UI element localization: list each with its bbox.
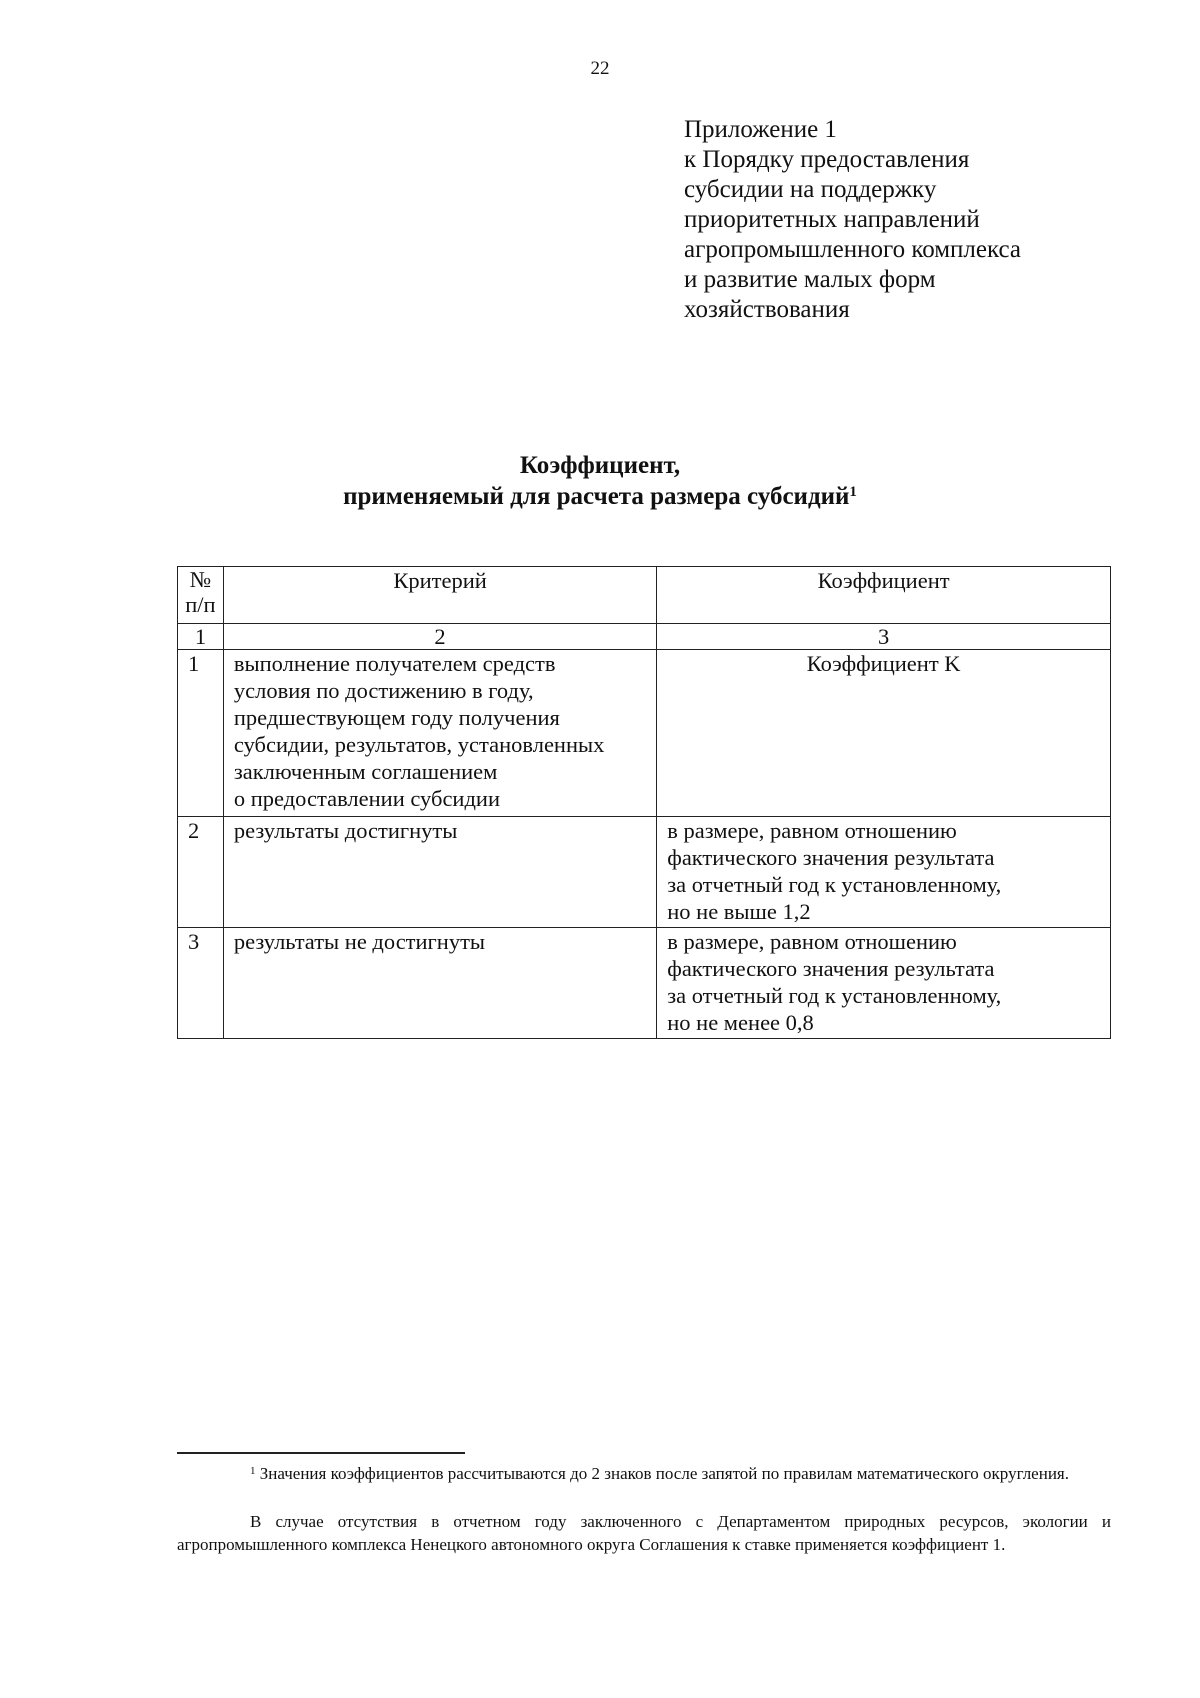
title-footnote-mark: 1: [849, 484, 857, 500]
appendix-line: Приложение 1: [684, 116, 837, 143]
coefficient-line: но не выше 1,2: [667, 899, 811, 924]
criterion-line: выполнение получателем средств: [233, 651, 556, 676]
header-coefficient: Коэффициент: [657, 567, 1111, 624]
row-number: 2: [178, 817, 224, 928]
row-criterion: [223, 817, 656, 928]
row-criterion: [223, 650, 656, 817]
table-row: [178, 817, 1111, 928]
coefficient-line: фактического значения результата: [667, 845, 995, 870]
footnote-separator: [177, 1452, 465, 1454]
appendix-line: субсидии на поддержку: [684, 176, 937, 203]
table-header-row: [178, 567, 1111, 624]
coefficient-line: за отчетный год к установленному,: [667, 983, 1002, 1008]
criterion-line: заключенным соглашением: [233, 759, 498, 784]
table-row: [178, 928, 1111, 1039]
header-number-line-2: п/п: [185, 592, 216, 617]
coefficient-line: но не менее 0,8: [667, 1010, 814, 1035]
column-number: 1: [178, 624, 224, 650]
header-criterion: Критерий: [223, 567, 656, 624]
row-coefficient: [657, 928, 1111, 1039]
header-number: [178, 567, 224, 624]
criterion-line: предшествующем году получения: [233, 705, 560, 730]
coefficient-table: [177, 566, 1111, 1039]
footnote-mark: 1: [250, 1465, 256, 1477]
coefficient-line: фактического значения результата: [667, 956, 995, 981]
appendix-line: агропромышленного комплекса: [684, 236, 1022, 263]
criterion-line: результаты не достигнуты: [233, 929, 486, 954]
page-number: 22: [590, 58, 610, 79]
document-title: [0, 450, 1200, 512]
appendix-line: хозяйствования: [684, 296, 850, 323]
appendix-line: приоритетных направлений: [684, 206, 980, 233]
appendix-line: к Порядку предоставления: [684, 146, 970, 173]
column-number: 3: [657, 624, 1111, 650]
coefficient-line: за отчетный год к установленному,: [667, 872, 1002, 897]
row-coefficient: [657, 817, 1111, 928]
title-line-1: Коэффициент,: [519, 452, 681, 479]
footnote-2: В случае отсутствия в отчетном году заключенного с Департаментом природных ресурсов, экологии и агропромышленного комплекса Ненецкого автономного округа Соглашения к ставке применяется коэффициент 1.: [177, 1512, 1111, 1554]
criterion-line: субсидии, результатов, установленных: [233, 732, 605, 757]
footnote-1: [177, 1462, 1111, 1485]
row-coefficient: [657, 650, 1111, 817]
row-number: 3: [178, 928, 224, 1039]
row-number: 1: [178, 650, 224, 817]
criterion-line: результаты достигнуты: [233, 818, 458, 843]
row-criterion: [223, 928, 656, 1039]
appendix-heading: [684, 115, 1021, 325]
coefficient-line: в размере, равном отношению: [667, 818, 957, 843]
footnote-1-text: Значения коэффициентов рассчитываются до 2 знаков после запятой по правилам математического округления.: [259, 1464, 1069, 1483]
table-column-numbers-row: [178, 624, 1111, 650]
criterion-line: о предоставлении субсидии: [233, 786, 501, 811]
title-line-2: [0, 481, 1200, 512]
coefficient-line: в размере, равном отношению: [667, 929, 957, 954]
criterion-line: условия по достижению в году,: [233, 678, 534, 703]
title-line-2-text: применяемый для расчета размера субсидий: [343, 483, 850, 510]
header-number-line-1: №: [189, 567, 212, 592]
appendix-line: и развитие малых форм: [684, 266, 936, 293]
coefficient-line: Коэффициент K: [806, 651, 961, 676]
table-row: [178, 650, 1111, 817]
column-number: 2: [223, 624, 656, 650]
